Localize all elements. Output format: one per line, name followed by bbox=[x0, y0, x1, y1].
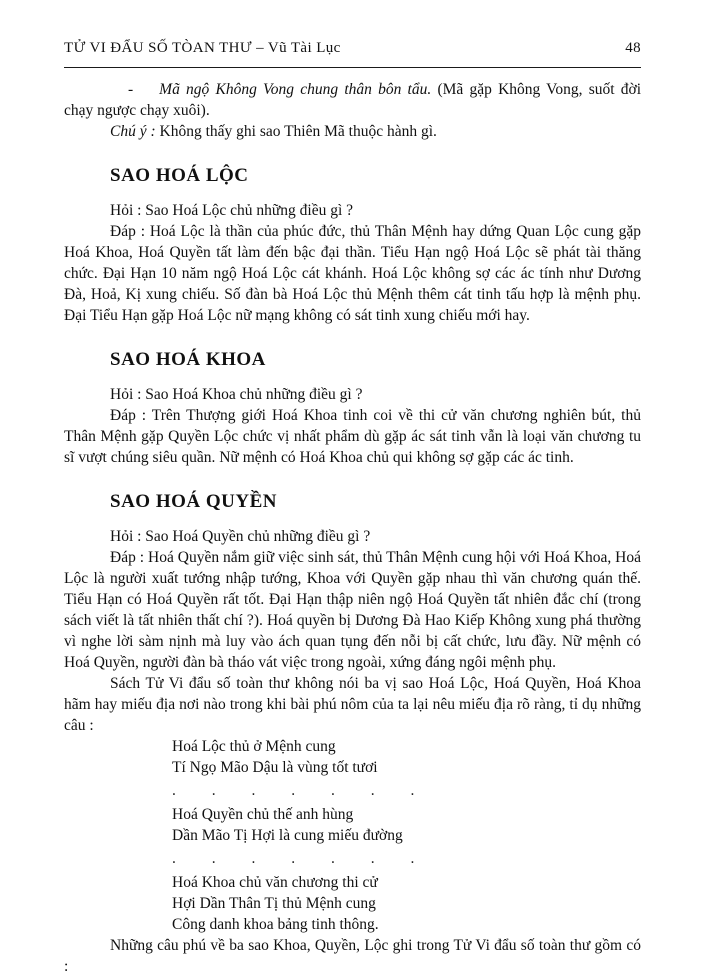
answer-paragraph: Đáp : Hoá Lộc là thần của phúc đức, thủ Thân Mệnh hay dứng Quan Lộc cung gặp Hoá Khoa, Hoá Quyền tất làm đến bậc đại thần. Tiểu Hạn ngộ Hoá Lộc sẽ phát tài thăng chức. Đại Hạn 10 năm ngộ Hoá Lộc cát khánh. Hoá Lộc không sợ các ác tính như Dương Đà, Hoả, Kị xung chiếu. Số đàn bà Hoá Lộc thủ Mệnh thêm cát tinh tấu hợp là mệnh phụ. Đại Tiểu Hạn gặp Hoá Lộc nữ mạng không có sát tinh xung chiếu mới hay. bbox=[64, 223, 641, 324]
closing-final-line: Những câu phú về ba sao Khoa, Quyền, Lộc ghi trong Tử Vi đẩu số toàn thư gồm có : bbox=[64, 937, 641, 975]
page-number: 48 bbox=[625, 40, 641, 56]
question-line: Hỏi : Sao Hoá Quyền chủ những điều gì ? bbox=[110, 528, 371, 545]
verse-line: Công danh khoa bảng tinh thông. bbox=[172, 916, 379, 933]
dots-separator: . . . . . . . bbox=[172, 850, 416, 867]
verse-line: Tí Ngọ Mão Dậu là vùng tốt tươi bbox=[172, 759, 378, 776]
intro-quote-roman: (Mã gặp Không Vong, suốt đời chạy ngược chạy xuôi). bbox=[64, 81, 642, 119]
book-title: TỬ VI ĐẨU SỐ TÒAN THƯ – Vũ Tài Lục bbox=[64, 40, 341, 56]
answer-paragraph: Đáp : Trên Thượng giới Hoá Khoa tinh coi về thi cử văn chương nghiên bút, thủ Thân Mệnh gặp Quyền Lộc chức vị nhất phẩm dù gặp ác sát tinh vẫn là loại văn chương tu sĩ vượt chúng siêu quần. Nữ mệnh có Hoá Khoa chủ qui không sợ gặp các ác tinh. bbox=[64, 407, 641, 466]
intro-quote-paragraph bbox=[64, 79, 641, 121]
dots-separator: . . . . . . . bbox=[172, 782, 416, 799]
intro-note-text: Không thấy ghi sao Thiên Mã thuộc hành gì. bbox=[159, 123, 437, 140]
closing-lead-paragraph: Sách Tử Vi đẩu số toàn thư không nói ba vị sao Hoá Lộc, Hoá Quyền, Hoá Khoa hãm hay miếu địa nơi nào trong khi bài phú nôm của ta lại nêu miếu địa rõ ràng, tỉ dụ những câu : bbox=[64, 675, 641, 734]
page-header bbox=[64, 38, 641, 67]
header-divider bbox=[64, 67, 641, 68]
intro-note-paragraph bbox=[64, 121, 641, 142]
intro-quote-italic: Mã ngộ Không Vong chung thân bôn tẩu. bbox=[159, 81, 432, 98]
section-heading-hoa-loc: SAO HOÁ LỘC bbox=[110, 165, 249, 186]
verse-block bbox=[172, 736, 641, 935]
question-line: Hỏi : Sao Hoá Khoa chủ những điều gì ? bbox=[110, 386, 363, 403]
answer-paragraph: Đáp : Hoá Quyền nắm giữ việc sinh sát, thủ Thân Mệnh cung hội với Hoá Khoa, Hoá Lộc là người xuất tướng nhập tướng, Khoa với Quyền gặp nhau thì văn chương quán thế. Tiểu Hạn có Hoá Quyền rất tốt. Đại Hạn thập niên ngộ Hoá Quyền tất nhiên đắc chí (trong sách viết là tất nhiên thất chí ?). Hoá quyền bị Dương Đà Hao Kiếp Không xung phá thường vì nghe lời sàm nịnh mà luy vào ách quan tụng đến nỗi bị cất chức, lưu đầy. Nữ mệnh có Hoá Quyền, người đàn bà tháo vát việc trong ngoài, xứng đáng ngôi mệnh phụ. bbox=[64, 549, 641, 671]
verse-line: Dần Mão Tị Hợi là cung miếu đường bbox=[172, 827, 403, 844]
question-line: Hỏi : Sao Hoá Lộc chủ những điều gì ? bbox=[110, 202, 354, 219]
section-heading-hoa-khoa: SAO HOÁ KHOA bbox=[110, 349, 266, 370]
verse-line: Hoá Quyền chủ thế anh hùng bbox=[172, 806, 354, 823]
section-heading-hoa-quyen: SAO HOÁ QUYỀN bbox=[110, 491, 277, 512]
verse-line: Hoá Lộc thủ ở Mệnh cung bbox=[172, 738, 336, 755]
verse-line: Hoá Khoa chủ văn chương thi cử bbox=[172, 874, 378, 891]
verse-line: Hợi Dần Thân Tị thủ Mệnh cung bbox=[172, 895, 376, 912]
bullet-dash: - bbox=[128, 81, 134, 98]
intro-note-label: Chú ý : bbox=[110, 123, 156, 140]
